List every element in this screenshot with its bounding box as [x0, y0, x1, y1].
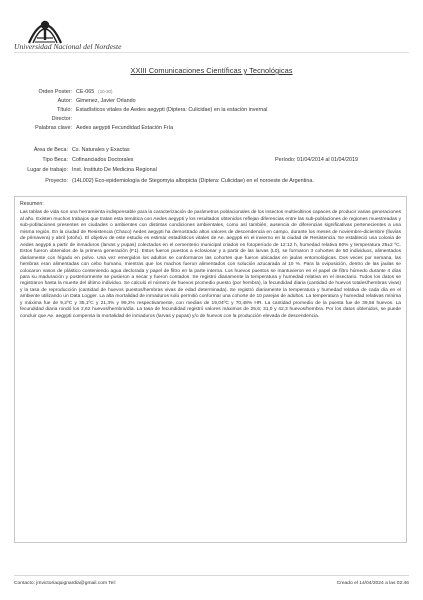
field-label: Proyecto: — [45, 178, 68, 184]
resumen-box — [14, 196, 407, 543]
poster-slot: (10-30) — [98, 89, 113, 94]
university-name: Universidad Nacional del Nordeste — [14, 42, 122, 51]
field-label: Orden Poster: — [38, 89, 72, 95]
field-value: Gimenez, Javier Orlando — [76, 98, 136, 104]
field-value — [76, 89, 112, 95]
field-value: Cs. Naturales y Exactas — [72, 147, 130, 153]
field-value: Cofinanciados Doctorales — [72, 157, 134, 163]
field-label: Tipo Beca: — [42, 157, 68, 163]
field-label: Área de Beca: — [33, 147, 68, 153]
field-value: (14L002) Eco-epidemiología de Stegomyia albopicta (Diptera: Culicidae) en el noroeste de Argentina. — [72, 178, 314, 184]
field-label: Director: — [51, 116, 72, 122]
field-label: Título: — [57, 107, 72, 113]
field-value: Estadísticos vitales de Aedes aegypti (Diptera: Culicidae) en la estación invernal — [76, 107, 268, 113]
resumen-label: Resumen: — [20, 201, 44, 207]
field-value: Inst. Instituto De Medicina Regional — [72, 167, 157, 173]
field-value: Aedes aegypti Fecundidad Estación Fría — [76, 125, 174, 131]
header-divider — [14, 52, 409, 53]
footer-divider — [14, 575, 409, 576]
field-label: Lugar de trabajo: — [27, 167, 68, 173]
field-label: Autor: — [57, 98, 72, 104]
resumen-text: Las tablas de vida son una herramienta indispensable para la caracterización de parámetros poblacionales de los insectos multivoltinos capaces de producir varias generaciones al año. Existen muchos trabajos que tratan esta temática con Aedes aegypti y los resultados obtenidos reflejan diferencias entre las sub-poblaciones de regiones muestreadas y sub-poblaciones presentes en ciudades o ambientes con distintas condiciones ambientales, como así también, ausencia de diferencias significativas pertenecientes a una misma región. En la ciudad de Resistencia (Chaco) Aedes aegypti ha demostrado altos valores de descendencia en campo, durante los meses de noviembre-diciembre (lluvias de primavera) y abril (otoño). El objetivo de este estudio es estimar estadísticos vitales de Ae. aegypti en el invierno en la ciudad de Resistencia. Se estableció una colonia de Aedes aegypti a partir de inmaduros (larvas y pupas) colectados en el cementerio municipal criados en fotoperíodo de 12:12 h, humedad relativa 60% y temperatura 25±2 ºC. Estos fueron obtenidos de la primera generación (F1). Estos fueron puestos a eclosionar y a partir de las larvas (L0), se formaron 3 cohortes de 50 individuos, alimentados diariamente con hígado en polvo. Una vez emergidos los adultos se conformaron las cohortes que fueron ubicadas en jaulas entomológicas. Dos veces por semana, las hembras eran alimentadas con cebo humano, mientras que los machos fueron alimentados con solución azucarada al 10 %. Para la oviposición, dentro de las jaulas se colocaron vasos de plástico conteniendo agua declorada y papel de filtro en la parte interna. Los huevos puestos se mantuvieron en el papel de filtro húmedo durante 4 días para su maduración y posteriormente se pusieron a secar y fueron contados. Se registró diariamente la temperatura y humedad relativa en el insectario. Todos los datos se registraron hasta la muerte del último individuo. Se calculó el número de huevos promedio puesto (por hembra), la fecundidad diaria (cantidad de huevos totales/hembras vivas) y la tasa de reproducción (cantidad de huevos puestos/hembras vivas de edad determinada). Se registró diariamente la temperatura y humedad relativa de cada día en el ambiente utilizando un Data Logger. La alta mortalidad de inmaduros solo permitió conformar una cohorte de 10 parejas de adultos. La temperatura y humedad relativas mínima y máxima fue de 9,2ºC y 35,1ºC y 21,3% y 99,2% respectivamente, con medias de 19,04ºC y 70,48% HR. La cantidad promedio de la puesta fue de 39,56 huevos. La fecundidad diaria rondó los 2,62 huevos/hembra/día. La tasa de fecundidad registró valores máximos de 25,6; 31,0 y 42,3 huevos/hembra. Por los datos obtenidos, se puede concluir que Ae. aegypti compensa la mortalidad de inmaduros (larvas y pupas) y/o de huevos con la producción elevada de descendencia. — [20, 210, 401, 319]
periodo: Período: 01/04/2014 al 01/04/2019 — [275, 157, 359, 163]
poster-code: CE-065 — [76, 89, 95, 95]
field-label: Palabras clave: — [35, 125, 72, 131]
footer-created: Creado el 14/04/2024 a las 02:46 — [336, 581, 409, 586]
footer-contact: Contacto: jmvictoriaquignardia@gmail.com Tel: — [14, 581, 116, 586]
document-title: XXIII Comunicaciones Científicas y Tecnológicas — [130, 66, 293, 75]
